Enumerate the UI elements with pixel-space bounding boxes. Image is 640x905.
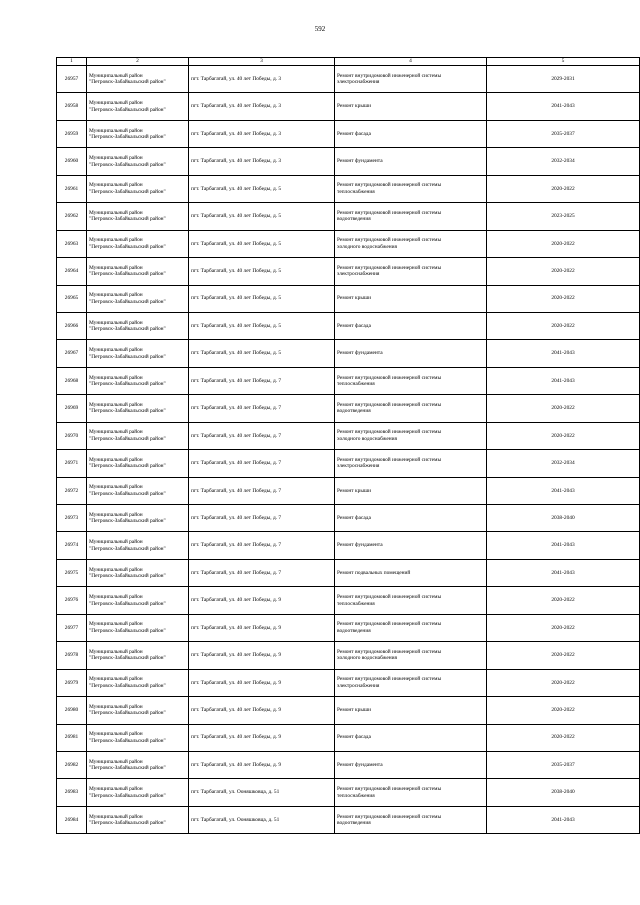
work-type-cell xyxy=(335,93,487,120)
row-number-cell: 26961 xyxy=(57,175,87,202)
row-number-cell: 26962 xyxy=(57,203,87,230)
address-cell: пгт. Тарбагатай, ул. 40 лет Победы, д. 7 xyxy=(189,395,335,422)
work-type-line: Ремонт фасада xyxy=(337,322,371,329)
table-row xyxy=(57,175,640,202)
period-cell: 2023-2025 xyxy=(487,203,640,230)
address-cell: пгт. Тарбагатай, ул. 40 лет Победы, д. 5 xyxy=(189,203,335,230)
table-row xyxy=(57,477,640,504)
municipal-area-cell xyxy=(87,559,189,586)
work-type-cell xyxy=(335,614,487,641)
municipal-area-line: Муниципальный район xyxy=(89,127,143,134)
period-cell: 2032-2034 xyxy=(487,450,640,477)
municipal-area-cell xyxy=(87,422,189,449)
work-type-cell xyxy=(335,642,487,669)
row-number-cell: 26981 xyxy=(57,724,87,751)
work-type-line: Ремонт фундамента xyxy=(337,158,383,165)
work-type-cell xyxy=(335,230,487,257)
work-type-line: Ремонт внутридомовой инженерной системы xyxy=(337,813,442,820)
table-row xyxy=(57,559,640,586)
municipal-area-line: "Петровск-Забайкальский район" xyxy=(89,710,166,717)
row-number-cell: 26967 xyxy=(57,340,87,367)
repair-schedule-table xyxy=(56,57,640,834)
municipal-area-cell xyxy=(87,697,189,724)
municipal-area-line: Муниципальный район xyxy=(89,676,143,683)
row-number-cell: 26982 xyxy=(57,751,87,778)
row-number-cell: 26970 xyxy=(57,422,87,449)
period-cell: 2020-2022 xyxy=(487,175,640,202)
municipal-area-line: Муниципальный район xyxy=(89,155,143,162)
period-cell: 2035-2037 xyxy=(487,120,640,147)
municipal-area-line: "Петровск-Забайкальский район" xyxy=(89,408,166,415)
municipal-area-cell xyxy=(87,258,189,285)
municipal-area-line: "Петровск-Забайкальский район" xyxy=(89,600,166,607)
period-cell: 2029-2031 xyxy=(487,66,640,93)
address-cell: пгт. Тарбагатай, ул. 40 лет Победы, д. 3 xyxy=(189,120,335,147)
period-cell: 2020-2022 xyxy=(487,614,640,641)
municipal-area-cell xyxy=(87,285,189,312)
municipal-area-cell xyxy=(87,230,189,257)
work-type-line: Ремонт подвальных помещений xyxy=(337,569,411,576)
municipal-area-line: "Петровск-Забайкальский район" xyxy=(89,490,166,497)
municipal-area-cell xyxy=(87,367,189,394)
period-cell: 2041-2043 xyxy=(487,477,640,504)
work-type-line: теплоснабжения xyxy=(337,792,375,799)
address-cell: пгт. Тарбагатай, ул. 40 лет Победы, д. 5 xyxy=(189,285,335,312)
table-row xyxy=(57,285,640,312)
work-type-cell xyxy=(335,532,487,559)
row-number-cell: 26963 xyxy=(57,230,87,257)
table-row xyxy=(57,505,640,532)
period-cell: 2020-2022 xyxy=(487,724,640,751)
address-cell: пгт. Тарбагатай, ул. 40 лет Победы, д. 7 xyxy=(189,450,335,477)
municipal-area-line: "Петровск-Забайкальский район" xyxy=(89,518,166,525)
municipal-area-line: Муниципальный район xyxy=(89,594,143,601)
work-type-cell xyxy=(335,312,487,339)
work-type-cell xyxy=(335,559,487,586)
address-cell: пгт. Тарбагатай, ул. 40 лет Победы, д. 5 xyxy=(189,312,335,339)
work-type-line: теплоснабжения xyxy=(337,188,375,195)
work-type-cell xyxy=(335,697,487,724)
column-header-4: 4 xyxy=(335,58,487,66)
municipal-area-line: "Петровск-Забайкальский район" xyxy=(89,79,166,86)
row-number-cell: 26977 xyxy=(57,614,87,641)
municipal-area-line: Муниципальный район xyxy=(89,72,143,79)
work-type-line: Ремонт фундамента xyxy=(337,350,383,357)
row-number-cell: 26979 xyxy=(57,669,87,696)
address-cell: пгт. Тарбагатай, ул. 40 лет Победы, д. 7 xyxy=(189,559,335,586)
municipal-area-line: Муниципальный район xyxy=(89,786,143,793)
work-type-cell xyxy=(335,120,487,147)
row-number-cell: 26975 xyxy=(57,559,87,586)
work-type-cell xyxy=(335,340,487,367)
period-cell: 2041-2043 xyxy=(487,559,640,586)
row-number-cell: 26980 xyxy=(57,697,87,724)
work-type-line: Ремонт крыши xyxy=(337,487,371,494)
work-type-line: Ремонт крыши xyxy=(337,103,371,110)
work-type-cell xyxy=(335,258,487,285)
work-type-line: Ремонт внутридомовой инженерной системы xyxy=(337,648,442,655)
municipal-area-line: "Петровск-Забайкальский район" xyxy=(89,463,166,470)
work-type-line: электроснабжения xyxy=(337,79,380,86)
work-type-line: Ремонт внутридомовой инженерной системы xyxy=(337,209,442,216)
period-cell: 2020-2022 xyxy=(487,230,640,257)
municipal-area-line: "Петровск-Забайкальский район" xyxy=(89,820,166,827)
work-type-cell xyxy=(335,395,487,422)
address-cell: пгт. Тарбагатай, ул. 40 лет Победы, д. 9 xyxy=(189,587,335,614)
municipal-area-line: Муниципальный район xyxy=(89,621,143,628)
address-cell: пгт. Тарбагатай, ул. 40 лет Победы, д. 5 xyxy=(189,230,335,257)
address-cell: пгт. Тарбагатай, ул. 40 лет Победы, д. 9 xyxy=(189,751,335,778)
municipal-area-line: Муниципальный район xyxy=(89,703,143,710)
municipal-area-line: "Петровск-Забайкальский район" xyxy=(89,134,166,141)
row-number-cell: 26983 xyxy=(57,779,87,806)
municipal-area-line: "Петровск-Забайкальский район" xyxy=(89,188,166,195)
municipal-area-line: "Петровск-Забайкальский район" xyxy=(89,682,166,689)
work-type-line: Ремонт фундамента xyxy=(337,542,383,549)
work-type-line: Ремонт внутридомовой инженерной системы xyxy=(337,401,442,408)
municipal-area-line: Муниципальный район xyxy=(89,100,143,107)
table-row xyxy=(57,93,640,120)
municipal-area-line: Муниципальный район xyxy=(89,347,143,354)
municipal-area-line: Муниципальный район xyxy=(89,539,143,546)
row-number-cell: 26972 xyxy=(57,477,87,504)
municipal-area-line: Муниципальный район xyxy=(89,758,143,765)
work-type-line: теплоснабжения xyxy=(337,600,375,607)
table-row xyxy=(57,669,640,696)
municipal-area-cell xyxy=(87,477,189,504)
work-type-cell xyxy=(335,148,487,175)
column-header-3: 3 xyxy=(189,58,335,66)
municipal-area-cell xyxy=(87,806,189,833)
work-type-cell xyxy=(335,505,487,532)
municipal-area-cell xyxy=(87,203,189,230)
address-cell: пгт. Тарбагатай, ул. 40 лет Победы, д. 7 xyxy=(189,532,335,559)
municipal-area-line: Муниципальный район xyxy=(89,648,143,655)
period-cell: 2032-2034 xyxy=(487,148,640,175)
period-cell: 2020-2022 xyxy=(487,395,640,422)
municipal-area-line: Муниципальный район xyxy=(89,209,143,216)
row-number-cell: 26965 xyxy=(57,285,87,312)
municipal-area-cell xyxy=(87,779,189,806)
address-cell: пгт. Тарбагатай, ул. 40 лет Победы, д. 5 xyxy=(189,258,335,285)
row-number-cell: 26964 xyxy=(57,258,87,285)
period-cell: 2041-2043 xyxy=(487,806,640,833)
work-type-line: холодного водоснабжения xyxy=(337,243,397,250)
table-row xyxy=(57,340,640,367)
address-cell: пгт. Тарбагатай, ул. 40 лет Победы, д. 9 xyxy=(189,669,335,696)
work-type-line: водоотведения xyxy=(337,408,371,415)
table-row xyxy=(57,367,640,394)
period-cell: 2020-2022 xyxy=(487,587,640,614)
work-type-line: Ремонт внутридомовой инженерной системы xyxy=(337,182,442,189)
address-cell: пгт. Тарбагатай, ул. 40 лет Победы, д. 5 xyxy=(189,340,335,367)
row-number-cell: 26971 xyxy=(57,450,87,477)
municipal-area-line: "Петровск-Забайкальский район" xyxy=(89,627,166,634)
row-number-cell: 26957 xyxy=(57,66,87,93)
table-row xyxy=(57,450,640,477)
work-type-cell xyxy=(335,422,487,449)
row-number-cell: 26969 xyxy=(57,395,87,422)
work-type-line: электроснабжения xyxy=(337,682,380,689)
municipal-area-cell xyxy=(87,312,189,339)
municipal-area-cell xyxy=(87,340,189,367)
work-type-line: Ремонт фундамента xyxy=(337,761,383,768)
table-row xyxy=(57,395,640,422)
table-row xyxy=(57,614,640,641)
municipal-area-line: "Петровск-Забайкальский район" xyxy=(89,435,166,442)
municipal-area-cell xyxy=(87,175,189,202)
municipal-area-cell xyxy=(87,148,189,175)
municipal-area-line: Муниципальный район xyxy=(89,264,143,271)
address-cell: пгт. Тарбагатай, ул. 40 лет Победы, д. 9 xyxy=(189,642,335,669)
period-cell: 2020-2022 xyxy=(487,642,640,669)
row-number-cell: 26958 xyxy=(57,93,87,120)
table-row xyxy=(57,697,640,724)
municipal-area-line: "Петровск-Забайкальский район" xyxy=(89,737,166,744)
column-number-row xyxy=(57,58,640,66)
row-number-cell: 26968 xyxy=(57,367,87,394)
municipal-area-line: "Петровск-Забайкальский район" xyxy=(89,353,166,360)
municipal-area-cell xyxy=(87,395,189,422)
address-cell: пгт. Тарбагатай, ул. 40 лет Победы, д. 9 xyxy=(189,724,335,751)
work-type-line: Ремонт крыши xyxy=(337,707,371,714)
work-type-line: холодного водоснабжения xyxy=(337,655,397,662)
work-type-cell xyxy=(335,66,487,93)
municipal-area-line: Муниципальный район xyxy=(89,511,143,518)
row-number-cell: 26966 xyxy=(57,312,87,339)
work-type-line: электроснабжения xyxy=(337,271,380,278)
page-number: 592 xyxy=(314,25,326,33)
address-cell: пгт. Тарбагатай, ул. 40 лет Победы, д. 9 xyxy=(189,614,335,641)
municipal-area-cell xyxy=(87,669,189,696)
municipal-area-line: Муниципальный район xyxy=(89,319,143,326)
row-number-cell: 26973 xyxy=(57,505,87,532)
address-cell: пгт. Тарбагатай, ул. 40 лет Победы, д. 7 xyxy=(189,422,335,449)
work-type-line: теплоснабжения xyxy=(337,381,375,388)
period-cell: 2041-2043 xyxy=(487,367,640,394)
municipal-area-cell xyxy=(87,120,189,147)
municipal-area-line: Муниципальный район xyxy=(89,456,143,463)
period-cell: 2041-2043 xyxy=(487,340,640,367)
row-number-cell: 26960 xyxy=(57,148,87,175)
work-type-cell xyxy=(335,477,487,504)
table-row xyxy=(57,806,640,833)
table-row xyxy=(57,532,640,559)
period-cell: 2020-2022 xyxy=(487,285,640,312)
row-number-cell: 26974 xyxy=(57,532,87,559)
address-cell: пгт. Тарбагатай, ул. 40 лет Победы, д. 3 xyxy=(189,66,335,93)
work-type-line: Ремонт внутридомовой инженерной системы xyxy=(337,676,442,683)
work-type-line: электроснабжения xyxy=(337,463,380,470)
work-type-cell xyxy=(335,724,487,751)
municipal-area-line: "Петровск-Забайкальский район" xyxy=(89,381,166,388)
work-type-line: Ремонт внутридомовой инженерной системы xyxy=(337,786,442,793)
work-type-cell xyxy=(335,751,487,778)
municipal-area-cell xyxy=(87,587,189,614)
municipal-area-cell xyxy=(87,505,189,532)
period-cell: 2041-2043 xyxy=(487,93,640,120)
table-row xyxy=(57,203,640,230)
work-type-line: водоотведения xyxy=(337,820,371,827)
work-type-line: Ремонт внутридомовой инженерной системы xyxy=(337,429,442,436)
period-cell: 2035-2037 xyxy=(487,751,640,778)
municipal-area-line: "Петровск-Забайкальский район" xyxy=(89,326,166,333)
municipal-area-line: "Петровск-Забайкальский район" xyxy=(89,298,166,305)
work-type-line: Ремонт фасада xyxy=(337,734,371,741)
municipal-area-cell xyxy=(87,66,189,93)
period-cell: 2020-2022 xyxy=(487,312,640,339)
table-row xyxy=(57,779,640,806)
table-row xyxy=(57,724,640,751)
work-type-cell xyxy=(335,587,487,614)
address-cell: пгт. Тарбагатай, ул. 40 лет Победы, д. 3 xyxy=(189,148,335,175)
period-cell: 2020-2022 xyxy=(487,422,640,449)
work-type-cell xyxy=(335,175,487,202)
municipal-area-cell xyxy=(87,614,189,641)
period-cell: 2038-2040 xyxy=(487,505,640,532)
work-type-line: Ремонт внутридомовой инженерной системы xyxy=(337,621,442,628)
column-header-1: 1 xyxy=(57,58,87,66)
table-row xyxy=(57,230,640,257)
municipal-area-line: Муниципальный район xyxy=(89,484,143,491)
table-row xyxy=(57,422,640,449)
work-type-line: Ремонт внутридомовой инженерной системы xyxy=(337,594,442,601)
address-cell: пгт. Тарбагатай, ул. Ооняшковца, д. 51 xyxy=(189,806,335,833)
work-type-line: Ремонт внутридомовой инженерной системы xyxy=(337,264,442,271)
column-header-5: 5 xyxy=(487,58,640,66)
table-row xyxy=(57,120,640,147)
period-cell: 2041-2043 xyxy=(487,532,640,559)
municipal-area-line: "Петровск-Забайкальский район" xyxy=(89,216,166,223)
period-cell: 2020-2022 xyxy=(487,669,640,696)
municipal-area-line: Муниципальный район xyxy=(89,401,143,408)
municipal-area-line: Муниципальный район xyxy=(89,813,143,820)
municipal-area-line: Муниципальный район xyxy=(89,429,143,436)
municipal-area-cell xyxy=(87,724,189,751)
address-cell: пгт. Тарбагатай, ул. Ооняшковца, д. 51 xyxy=(189,779,335,806)
municipal-area-line: Муниципальный район xyxy=(89,374,143,381)
address-cell: пгт. Тарбагатай, ул. 40 лет Победы, д. 7 xyxy=(189,477,335,504)
table-row xyxy=(57,66,640,93)
row-number-cell: 26959 xyxy=(57,120,87,147)
work-type-line: холодного водоснабжения xyxy=(337,435,397,442)
work-type-line: Ремонт внутридомовой инженерной системы xyxy=(337,456,442,463)
table-row xyxy=(57,148,640,175)
table-body xyxy=(57,66,640,834)
work-type-line: Ремонт крыши xyxy=(337,295,371,302)
work-type-line: Ремонт фасада xyxy=(337,514,371,521)
work-type-cell xyxy=(335,450,487,477)
municipal-area-cell xyxy=(87,751,189,778)
municipal-area-line: "Петровск-Забайкальский район" xyxy=(89,106,166,113)
work-type-cell xyxy=(335,285,487,312)
work-type-line: Ремонт фасада xyxy=(337,130,371,137)
row-number-cell: 26976 xyxy=(57,587,87,614)
period-cell: 2020-2022 xyxy=(487,697,640,724)
work-type-line: водоотведения xyxy=(337,627,371,634)
municipal-area-line: Муниципальный район xyxy=(89,182,143,189)
address-cell: пгт. Тарбагатай, ул. 40 лет Победы, д. 7 xyxy=(189,505,335,532)
municipal-area-line: "Петровск-Забайкальский район" xyxy=(89,655,166,662)
municipal-area-line: Муниципальный район xyxy=(89,292,143,299)
work-type-line: водоотведения xyxy=(337,216,371,223)
table-row xyxy=(57,587,640,614)
table-row xyxy=(57,312,640,339)
municipal-area-line: "Петровск-Забайкальский район" xyxy=(89,243,166,250)
municipal-area-line: Муниципальный район xyxy=(89,237,143,244)
table-row xyxy=(57,751,640,778)
period-cell: 2038-2040 xyxy=(487,779,640,806)
municipal-area-cell xyxy=(87,532,189,559)
address-cell: пгт. Тарбагатай, ул. 40 лет Победы, д. 9 xyxy=(189,697,335,724)
work-type-cell xyxy=(335,779,487,806)
row-number-cell: 26984 xyxy=(57,806,87,833)
address-cell: пгт. Тарбагатай, ул. 40 лет Победы, д. 7 xyxy=(189,367,335,394)
work-type-cell xyxy=(335,367,487,394)
work-type-line: Ремонт внутридомовой инженерной системы xyxy=(337,374,442,381)
municipal-area-cell xyxy=(87,93,189,120)
municipal-area-cell xyxy=(87,450,189,477)
address-cell: пгт. Тарбагатай, ул. 40 лет Победы, д. 3 xyxy=(189,93,335,120)
table-row xyxy=(57,258,640,285)
work-type-cell xyxy=(335,203,487,230)
municipal-area-line: "Петровск-Забайкальский район" xyxy=(89,161,166,168)
work-type-line: Ремонт внутридомовой инженерной системы xyxy=(337,72,442,79)
municipal-area-line: "Петровск-Забайкальский район" xyxy=(89,792,166,799)
table-row xyxy=(57,642,640,669)
work-type-line: Ремонт внутридомовой инженерной системы xyxy=(337,237,442,244)
municipal-area-line: "Петровск-Забайкальский район" xyxy=(89,271,166,278)
municipal-area-cell xyxy=(87,642,189,669)
municipal-area-line: Муниципальный район xyxy=(89,566,143,573)
work-type-cell xyxy=(335,669,487,696)
municipal-area-line: "Петровск-Забайкальский район" xyxy=(89,545,166,552)
municipal-area-line: Муниципальный район xyxy=(89,731,143,738)
address-cell: пгт. Тарбагатай, ул. 40 лет Победы, д. 5 xyxy=(189,175,335,202)
row-number-cell: 26978 xyxy=(57,642,87,669)
period-cell: 2020-2022 xyxy=(487,258,640,285)
column-header-2: 2 xyxy=(87,58,189,66)
municipal-area-line: "Петровск-Забайкальский район" xyxy=(89,573,166,580)
municipal-area-line: "Петровск-Забайкальский район" xyxy=(89,765,166,772)
work-type-cell xyxy=(335,806,487,833)
